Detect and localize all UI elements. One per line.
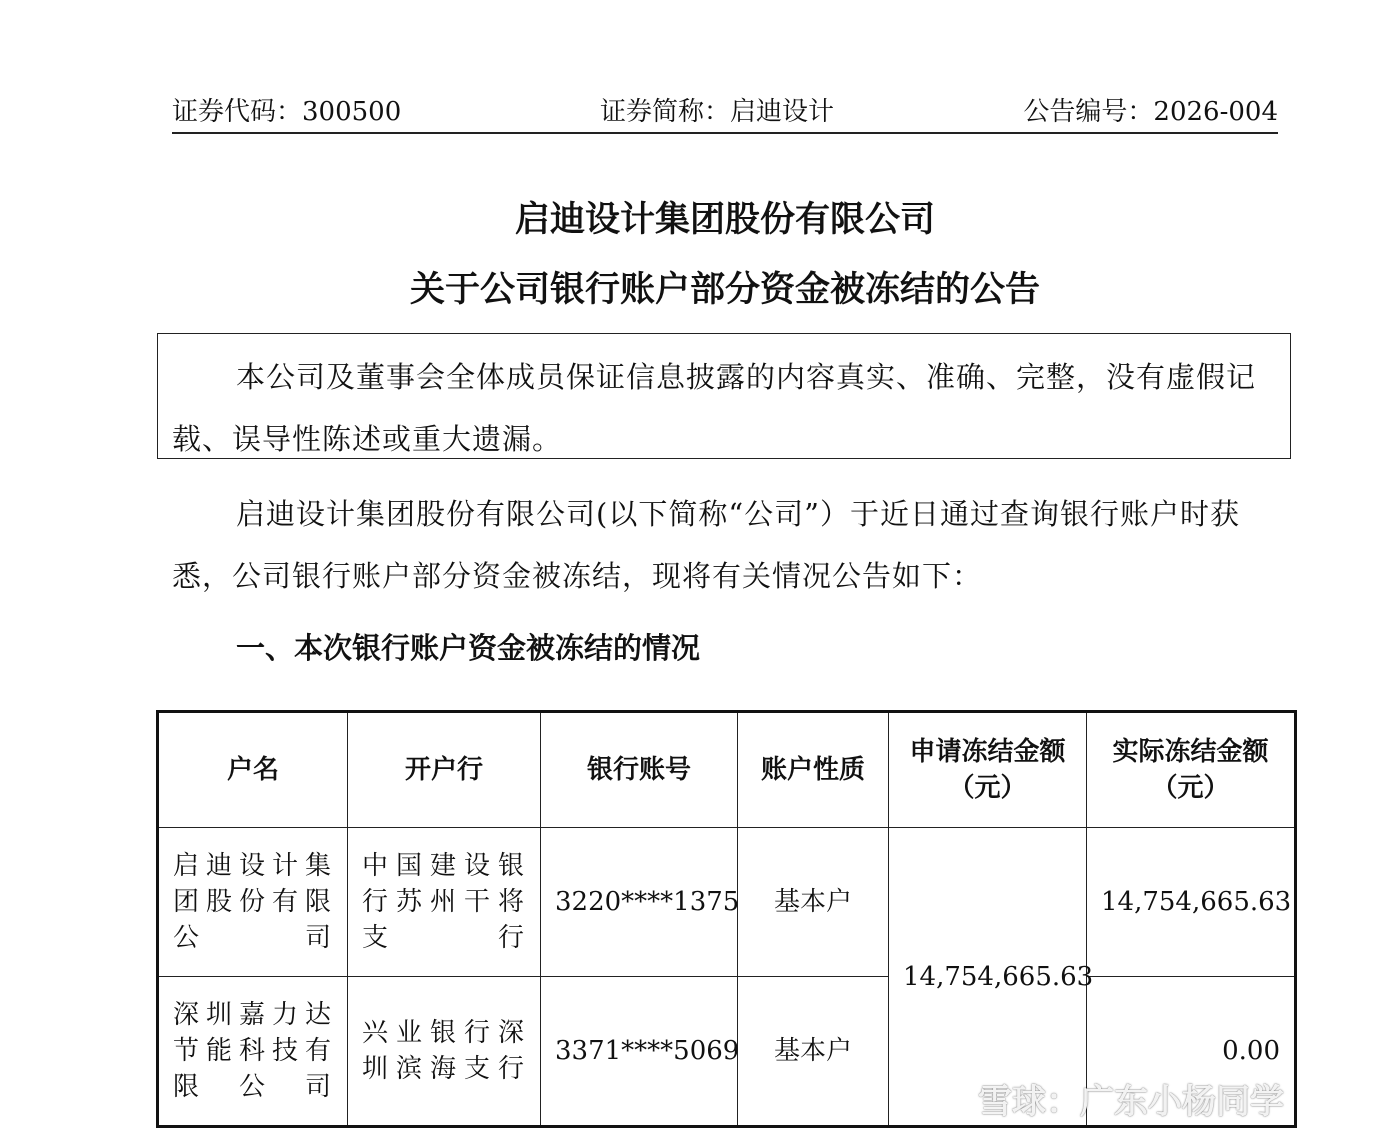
cell-actual-amount: 0.00 (1087, 977, 1296, 1127)
cell-account-name: 启迪设计集团股份有限公司 (158, 828, 348, 977)
body-paragraph: 启迪设计集团股份有限公司(以下简称“公司”）于近日通过查询银行账户时获悉，公司银行账户部分资金被冻结，现将有关情况公告如下： (172, 497, 1240, 593)
cell-actual-amount: 14,754,665.63 (1087, 828, 1296, 977)
company-title: 启迪设计集团股份有限公司 (514, 200, 935, 240)
header-actual-amount: 实际冻结金额（元） (1087, 712, 1296, 828)
cell-bank: 中国建设银行苏州干将支行 (348, 828, 541, 977)
header-nature: 账户性质 (738, 712, 889, 828)
disclosure-notice-box (157, 333, 1291, 459)
disclosure-notice-text: 本公司及董事会全体成员保证信息披露的内容真实、准确、完整，没有虚假记载、误导性陈述或重大遗漏。 (172, 360, 1257, 456)
table-header-row (158, 712, 1296, 828)
header-bank: 开户行 (348, 712, 541, 828)
snowball-logo-icon (920, 1073, 970, 1123)
stock-code: 证券代码：300500 (172, 97, 402, 127)
section-heading: 一、本次银行账户资金被冻结的情况 (236, 631, 701, 665)
header-account-name: 户名 (158, 712, 348, 828)
cell-account-no: 3371****5069 (541, 977, 738, 1127)
cell-nature: 基本户 (738, 828, 889, 977)
frozen-accounts-table (156, 710, 1297, 1128)
stock-short-name: 证券简称：启迪设计 (600, 97, 835, 127)
announcement-number: 公告编号：2026-004 (1023, 97, 1278, 127)
header-requested-amount: 申请冻结金额（元） (889, 712, 1087, 828)
xueqiu-watermark (920, 1070, 1284, 1126)
header-account-no: 银行账号 (541, 712, 738, 828)
cell-requested-amount: 14,754,665.63 (889, 828, 1087, 1127)
cell-account-no: 3220****1375 (541, 828, 738, 977)
announcement-header (172, 92, 1278, 134)
table-row (158, 828, 1296, 977)
watermark-text: 雪球：广东小杨同学 (978, 1081, 1284, 1122)
cell-account-name: 深圳嘉力达节能科技有限公司 (158, 977, 348, 1127)
cell-bank: 兴业银行深圳滨海支行 (348, 977, 541, 1127)
announcement-subject: 关于公司银行账户部分资金被冻结的公告 (409, 270, 1040, 310)
cell-nature: 基本户 (738, 977, 889, 1127)
